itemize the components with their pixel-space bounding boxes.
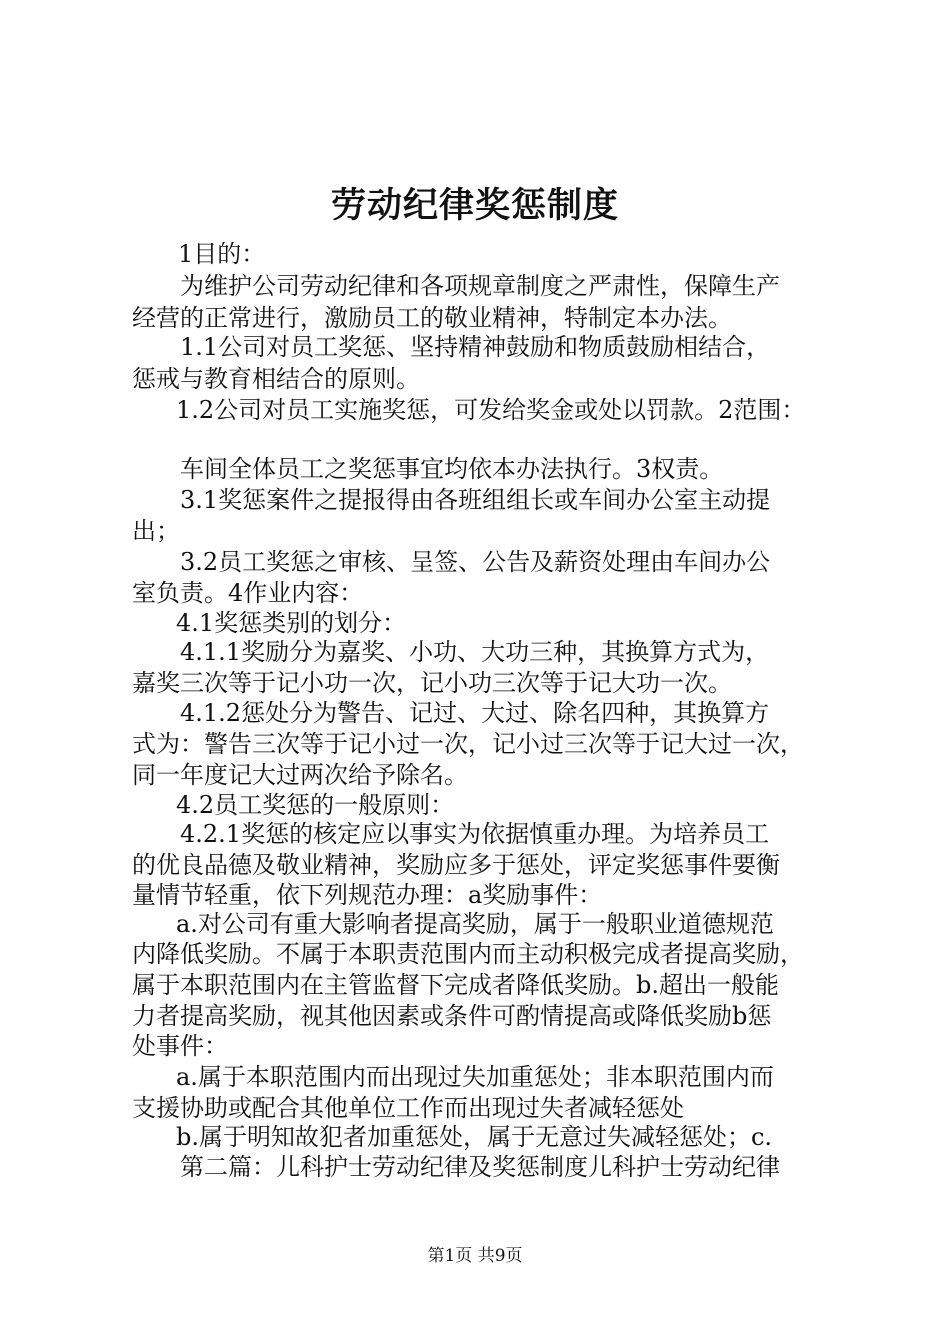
paragraph-line: a.属于本职范围内而出现过失加重惩处；非本职范围内而 xyxy=(176,1063,774,1091)
paragraph-line: 出； xyxy=(132,517,180,545)
paragraph-line: 支援协助或配合其他单位工作而出现过失者减轻惩处 xyxy=(132,1094,684,1122)
paragraph-line: 经营的正常进行，激励员工的敬业精神，特制定本办法。 xyxy=(132,304,732,332)
paragraph-line: 力者提高奖励，视其他因素或条件可酌情提高或降低奖励b惩 xyxy=(132,1002,772,1030)
paragraph-line: 室负责。4作业内容： xyxy=(132,579,364,607)
paragraph-line: 属于本职范围内在主管监督下完成者降低奖励。b.超出一般能 xyxy=(132,971,779,999)
paragraph-line: 内降低奖励。不属于本职责范围内而主动积极完成者提高奖励， xyxy=(132,940,804,968)
paragraph-line: 4.2员工奖惩的一般原则： xyxy=(176,791,455,819)
paragraph-line: a.对公司有重大影响者提高奖励，属于一般职业道德规范 xyxy=(176,910,774,938)
paragraph-line: 4.1.2惩处分为警告、记过、大过、除名四种，其换算方 xyxy=(180,699,770,727)
paragraph-line: 同一年度记大过两次给予除名。 xyxy=(132,761,468,789)
paragraph-line: 4.1奖惩类别的划分： xyxy=(176,609,407,637)
paragraph-line: 第二篇：儿科护士劳动纪律及奖惩制度儿科护士劳动纪律 xyxy=(180,1153,780,1181)
paragraph-line: 4.1.1奖励分为嘉奖、小功、大功三种，其换算方式为， xyxy=(180,638,770,666)
paragraph-line: 3.1奖惩案件之提报得由各班组组长或车间办公室主动提 xyxy=(180,486,771,514)
paragraph-line: 量情节轻重，依下列规范办理：a奖励事件： xyxy=(132,881,603,909)
paragraph-line: b.属于明知故犯者加重惩处，属于无意过失减轻惩处；c. xyxy=(176,1123,773,1151)
document-title: 劳动纪律奖惩制度 xyxy=(330,185,619,226)
paragraph-line: 式为：警告三次等于记小过一次，记小过三次等于记大过一次， xyxy=(132,730,804,758)
paragraph-line: 惩戒与教育相结合的原则。 xyxy=(132,365,420,393)
paragraph-line: 车间全体员工之奖惩事宜均依本办法执行。3权责。 xyxy=(180,455,724,483)
page-footer: 第1页 共9页 xyxy=(427,1246,523,1266)
paragraph-line: 的优良品德及敬业精神，奖励应多于惩处，评定奖惩事件要衡 xyxy=(132,851,780,879)
paragraph-line: 为维护公司劳动纪律和各项规章制度之严肃性，保障生产 xyxy=(180,272,780,300)
paragraph-line: 1.1公司对员工奖惩、坚持精神鼓励和物质鼓励相结合， xyxy=(180,333,771,361)
paragraph-line: 1目的： xyxy=(178,240,266,268)
paragraph-line: 3.2员工奖惩之审核、呈签、公告及薪资处理由车间办公 xyxy=(180,548,771,576)
paragraph-line: 4.2.1奖惩的核定应以事实为依据慎重办理。为培养员工 xyxy=(180,820,770,848)
paragraph-line: 处事件： xyxy=(132,1032,228,1060)
paragraph-line: 嘉奖三次等于记小功一次，记小功三次等于记大功一次。 xyxy=(132,669,732,697)
paragraph-line: 1.2公司对员工实施奖惩，可发给奖金或处以罚款。2范围： xyxy=(176,396,806,424)
